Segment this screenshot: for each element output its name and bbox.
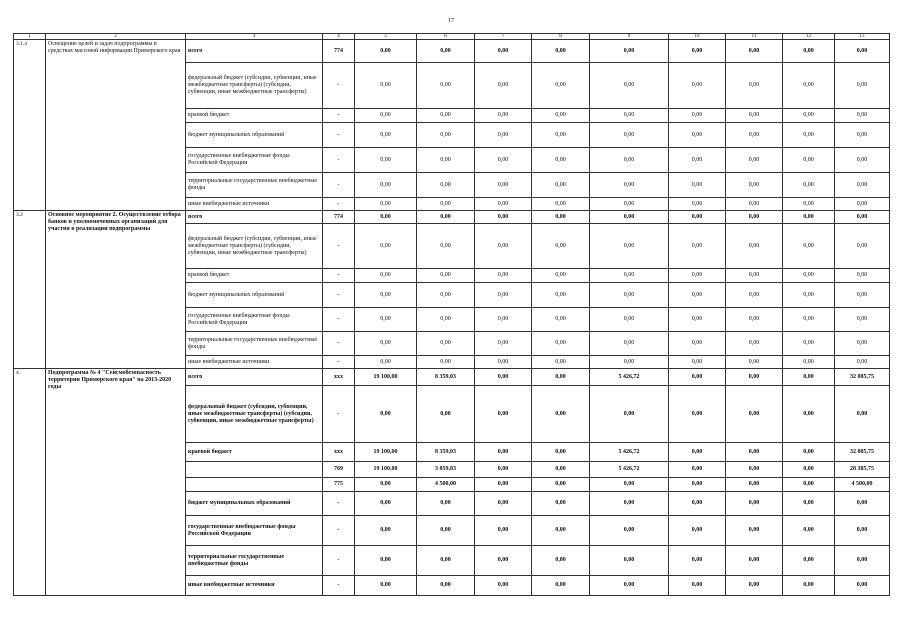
- amount-cell: 0,00: [726, 109, 783, 123]
- amount-cell: 0,00: [532, 478, 590, 492]
- amount-cell: 0,00: [590, 123, 669, 148]
- amount-cell: 0,00: [783, 148, 835, 173]
- amount-cell: 0,00: [532, 576, 590, 596]
- amount-cell: 0,00: [590, 308, 669, 332]
- column-number: 8: [532, 34, 590, 40]
- amount-cell: 0,00: [669, 546, 726, 576]
- amount-cell: 0,00: [417, 63, 475, 109]
- amount-cell: 0,00: [355, 40, 417, 63]
- column-number: 4: [323, 34, 355, 40]
- amount-cell: 0,00: [532, 462, 590, 478]
- amount-cell: 0,00: [783, 224, 835, 269]
- amount-cell: 0,00: [835, 269, 890, 283]
- amount-cell: 0,00: [355, 224, 417, 269]
- funding-source: территориальные государственные внебюджетные фонды: [186, 546, 323, 576]
- amount-cell: 0,00: [417, 386, 475, 443]
- amount-cell: 4 500,00: [835, 478, 890, 492]
- funding-source: всего: [186, 369, 323, 386]
- budget-code: 774: [323, 211, 355, 224]
- amount-cell: 0,00: [669, 386, 726, 443]
- amount-cell: 0,00: [835, 109, 890, 123]
- amount-cell: 0,00: [590, 148, 669, 173]
- amount-cell: 0,00: [475, 40, 532, 63]
- amount-cell: 0,00: [669, 224, 726, 269]
- amount-cell: 0,00: [532, 443, 590, 462]
- amount-cell: 0,00: [669, 148, 726, 173]
- amount-cell: 0,00: [417, 492, 475, 516]
- amount-cell: 0,00: [532, 308, 590, 332]
- amount-cell: 0,00: [669, 198, 726, 211]
- budget-code: -: [323, 123, 355, 148]
- amount-cell: 0,00: [417, 283, 475, 308]
- funding-source: федеральный бюджет (субсидии, субвенции, иные межбюджетные трансферты) (субсидии, субвенции, иные межбюджетные трансферты): [186, 63, 323, 109]
- funding-source: бюджет муниципальных образований: [186, 492, 323, 516]
- amount-cell: 0,00: [669, 369, 726, 386]
- amount-cell: 0,00: [783, 332, 835, 356]
- amount-cell: 0,00: [475, 224, 532, 269]
- amount-cell: 0,00: [475, 123, 532, 148]
- budget-code: xxx: [323, 369, 355, 386]
- amount-cell: 0,00: [590, 63, 669, 109]
- budget-code: -: [323, 356, 355, 369]
- amount-cell: 0,00: [417, 109, 475, 123]
- amount-cell: 0,00: [783, 211, 835, 224]
- amount-cell: 0,00: [726, 369, 783, 386]
- amount-cell: 0,00: [417, 576, 475, 596]
- amount-cell: 0,00: [475, 148, 532, 173]
- amount-cell: 0,00: [475, 63, 532, 109]
- amount-cell: 28 385,75: [835, 462, 890, 478]
- amount-cell: 0,00: [669, 576, 726, 596]
- funding-source: [186, 462, 323, 478]
- amount-cell: 0,00: [783, 198, 835, 211]
- amount-cell: 0,00: [355, 211, 417, 224]
- amount-cell: 0,00: [532, 356, 590, 369]
- amount-cell: 0,00: [726, 173, 783, 198]
- amount-cell: 0,00: [783, 546, 835, 576]
- budget-code: -: [323, 283, 355, 308]
- amount-cell: 0,00: [726, 492, 783, 516]
- column-number: 7: [475, 34, 532, 40]
- amount-cell: 0,00: [783, 443, 835, 462]
- amount-cell: 0,00: [417, 148, 475, 173]
- amount-cell: 0,00: [669, 40, 726, 63]
- amount-cell: 0,00: [835, 576, 890, 596]
- amount-cell: 0,00: [835, 198, 890, 211]
- budget-code: -: [323, 386, 355, 443]
- amount-cell: 0,00: [835, 211, 890, 224]
- budget-code: 769: [323, 462, 355, 478]
- amount-cell: 0,00: [669, 63, 726, 109]
- amount-cell: 0,00: [783, 283, 835, 308]
- budget-code: -: [323, 63, 355, 109]
- budget-code: 774: [323, 40, 355, 63]
- funding-source: всего: [186, 211, 323, 224]
- amount-cell: 0,00: [726, 63, 783, 109]
- funding-source: федеральный бюджет (субсидии, субвенции, иные межбюджетные трансферты) (субсидии, субвенции, иные межбюджетные трансферты): [186, 386, 323, 443]
- amount-cell: 0,00: [355, 332, 417, 356]
- amount-cell: 0,00: [475, 173, 532, 198]
- amount-cell: 0,00: [669, 211, 726, 224]
- amount-cell: 0,00: [669, 308, 726, 332]
- amount-cell: 0,00: [835, 224, 890, 269]
- amount-cell: 0,00: [726, 198, 783, 211]
- amount-cell: 0,00: [590, 492, 669, 516]
- amount-cell: 0,00: [475, 332, 532, 356]
- amount-cell: 0,00: [669, 109, 726, 123]
- amount-cell: 0,00: [355, 478, 417, 492]
- budget-code: -: [323, 148, 355, 173]
- budget-code: -: [323, 516, 355, 546]
- amount-cell: 0,00: [590, 224, 669, 269]
- amount-cell: 0,00: [726, 478, 783, 492]
- amount-cell: 0,00: [355, 173, 417, 198]
- item-name: Основное мероприятие 2. Осуществление отбора банков и уполномоченных организаций для участия в реализации подпрограммы: [46, 211, 186, 369]
- amount-cell: 0,00: [417, 332, 475, 356]
- amount-cell: 0,00: [532, 492, 590, 516]
- budget-code: -: [323, 576, 355, 596]
- amount-cell: 0,00: [835, 283, 890, 308]
- amount-cell: 5 426,72: [590, 443, 669, 462]
- funding-source: иные внебюджетные источники: [186, 576, 323, 596]
- amount-cell: 0,00: [475, 308, 532, 332]
- budget-code: xxx: [323, 443, 355, 462]
- amount-cell: 0,00: [726, 211, 783, 224]
- budget-code: -: [323, 308, 355, 332]
- amount-cell: 0,00: [726, 356, 783, 369]
- amount-cell: 0,00: [669, 492, 726, 516]
- amount-cell: 0,00: [355, 148, 417, 173]
- amount-cell: 0,00: [669, 516, 726, 546]
- amount-cell: 0,00: [783, 308, 835, 332]
- amount-cell: 0,00: [669, 123, 726, 148]
- funding-source: федеральный бюджет (субсидии, субвенции, иные межбюджетные трансферты) (субсидии, субвенции, иные межбюджетные трансферты): [186, 224, 323, 269]
- amount-cell: 0,00: [726, 224, 783, 269]
- budget-code: -: [323, 173, 355, 198]
- column-number: 1: [14, 34, 46, 40]
- amount-cell: 0,00: [669, 332, 726, 356]
- amount-cell: 0,00: [783, 109, 835, 123]
- amount-cell: 0,00: [475, 462, 532, 478]
- amount-cell: 0,00: [590, 269, 669, 283]
- amount-cell: 0,00: [726, 546, 783, 576]
- amount-cell: 0,00: [475, 283, 532, 308]
- amount-cell: 0,00: [590, 198, 669, 211]
- funding-source: краевой бюджет: [186, 109, 323, 123]
- amount-cell: 0,00: [783, 516, 835, 546]
- amount-cell: 0,00: [532, 516, 590, 546]
- funding-source: всего: [186, 40, 323, 63]
- column-number: 11: [726, 34, 783, 40]
- amount-cell: 0,00: [783, 123, 835, 148]
- amount-cell: 0,00: [355, 516, 417, 546]
- amount-cell: 0,00: [417, 269, 475, 283]
- amount-cell: 5 426,72: [590, 369, 669, 386]
- amount-cell: 0,00: [590, 546, 669, 576]
- amount-cell: 0,00: [835, 308, 890, 332]
- amount-cell: 0,00: [590, 109, 669, 123]
- amount-cell: 0,00: [669, 269, 726, 283]
- amount-cell: 0,00: [532, 123, 590, 148]
- table-row: [14, 40, 890, 63]
- amount-cell: 0,00: [726, 269, 783, 283]
- amount-cell: 0,00: [417, 198, 475, 211]
- amount-cell: 0,00: [475, 109, 532, 123]
- amount-cell: 4 500,00: [417, 478, 475, 492]
- budget-code: -: [323, 492, 355, 516]
- amount-cell: 0,00: [726, 148, 783, 173]
- amount-cell: 0,00: [417, 546, 475, 576]
- amount-cell: 0,00: [475, 369, 532, 386]
- amount-cell: 0,00: [590, 386, 669, 443]
- amount-cell: 0,00: [475, 443, 532, 462]
- funding-source: иные внебюджетные источники: [186, 356, 323, 369]
- amount-cell: 8 359,03: [417, 369, 475, 386]
- amount-cell: 0,00: [417, 211, 475, 224]
- amount-cell: 0,00: [532, 224, 590, 269]
- column-number: 3: [186, 34, 323, 40]
- amount-cell: 0,00: [355, 269, 417, 283]
- budget-code: -: [323, 224, 355, 269]
- amount-cell: 0,00: [783, 369, 835, 386]
- amount-cell: 0,00: [726, 123, 783, 148]
- amount-cell: 0,00: [355, 356, 417, 369]
- amount-cell: 0,00: [590, 173, 669, 198]
- amount-cell: 0,00: [835, 516, 890, 546]
- amount-cell: 0,00: [417, 40, 475, 63]
- amount-cell: 0,00: [532, 109, 590, 123]
- amount-cell: 0,00: [532, 386, 590, 443]
- item-number: 4.: [14, 369, 46, 596]
- amount-cell: 0,00: [835, 148, 890, 173]
- amount-cell: 0,00: [726, 516, 783, 546]
- amount-cell: 0,00: [532, 283, 590, 308]
- column-number: 12: [783, 34, 835, 40]
- amount-cell: 0,00: [783, 269, 835, 283]
- amount-cell: 0,00: [726, 283, 783, 308]
- amount-cell: 0,00: [669, 356, 726, 369]
- amount-cell: 0,00: [475, 516, 532, 546]
- item-number: 3.2: [14, 211, 46, 369]
- amount-cell: 0,00: [726, 40, 783, 63]
- funding-source: краевой бюджет: [186, 269, 323, 283]
- funding-source: бюджет муниципальных образований: [186, 283, 323, 308]
- amount-cell: 0,00: [417, 308, 475, 332]
- column-number: 5: [355, 34, 417, 40]
- budget-code: -: [323, 269, 355, 283]
- amount-cell: 0,00: [590, 211, 669, 224]
- item-name: Подпрограмма № 4 "Сейсмобезопасность территории Приморского края" на 2013-2020 годы: [46, 369, 186, 596]
- amount-cell: 0,00: [783, 173, 835, 198]
- amount-cell: 32 885,75: [835, 369, 890, 386]
- amount-cell: 8 359,03: [417, 443, 475, 462]
- amount-cell: 0,00: [417, 224, 475, 269]
- amount-cell: 0,00: [835, 40, 890, 63]
- amount-cell: 0,00: [355, 63, 417, 109]
- amount-cell: 0,00: [532, 269, 590, 283]
- column-number: 2: [46, 34, 186, 40]
- funding-source: [186, 478, 323, 492]
- item-name: Освещение целей и задач подпрограммы в средствах массовой информации Приморского края: [46, 40, 186, 211]
- budget-table: [13, 33, 890, 596]
- amount-cell: 0,00: [590, 332, 669, 356]
- item-number: 3.1.4: [14, 40, 46, 211]
- amount-cell: 0,00: [835, 332, 890, 356]
- amount-cell: 0,00: [783, 478, 835, 492]
- amount-cell: 0,00: [532, 148, 590, 173]
- amount-cell: 0,00: [835, 123, 890, 148]
- amount-cell: 0,00: [355, 386, 417, 443]
- funding-source: краевой бюджет: [186, 443, 323, 462]
- amount-cell: 0,00: [783, 356, 835, 369]
- funding-source: бюджет муниципальных образований: [186, 123, 323, 148]
- amount-cell: 0,00: [532, 332, 590, 356]
- amount-cell: 0,00: [475, 576, 532, 596]
- amount-cell: 0,00: [783, 462, 835, 478]
- amount-cell: 0,00: [726, 443, 783, 462]
- amount-cell: 0,00: [532, 63, 590, 109]
- amount-cell: 0,00: [475, 478, 532, 492]
- amount-cell: 0,00: [835, 356, 890, 369]
- amount-cell: 0,00: [355, 308, 417, 332]
- amount-cell: 0,00: [669, 173, 726, 198]
- amount-cell: 0,00: [726, 332, 783, 356]
- amount-cell: 5 426,72: [590, 462, 669, 478]
- amount-cell: 0,00: [355, 123, 417, 148]
- column-number: 9: [590, 34, 669, 40]
- amount-cell: 0,00: [532, 40, 590, 63]
- amount-cell: 0,00: [590, 576, 669, 596]
- amount-cell: 0,00: [590, 356, 669, 369]
- amount-cell: 0,00: [532, 173, 590, 198]
- budget-code: -: [323, 332, 355, 356]
- budget-code: -: [323, 546, 355, 576]
- amount-cell: 0,00: [475, 269, 532, 283]
- amount-cell: 0,00: [355, 546, 417, 576]
- amount-cell: 19 100,00: [355, 369, 417, 386]
- amount-cell: 0,00: [355, 109, 417, 123]
- page-number: 17: [448, 18, 454, 24]
- amount-cell: 0,00: [726, 308, 783, 332]
- amount-cell: 0,00: [355, 198, 417, 211]
- budget-code: 775: [323, 478, 355, 492]
- amount-cell: 3 859,03: [417, 462, 475, 478]
- amount-cell: 0,00: [726, 576, 783, 596]
- amount-cell: 0,00: [835, 173, 890, 198]
- budget-code: -: [323, 198, 355, 211]
- column-number: 10: [669, 34, 726, 40]
- funding-source: территориальные государственные внебюджетные фонды: [186, 173, 323, 198]
- amount-cell: 0,00: [669, 283, 726, 308]
- amount-cell: 0,00: [590, 283, 669, 308]
- funding-source: территориальные государственные внебюджетные фонды: [186, 332, 323, 356]
- amount-cell: 0,00: [835, 386, 890, 443]
- amount-cell: 0,00: [355, 283, 417, 308]
- amount-cell: 0,00: [532, 546, 590, 576]
- funding-source: иные внебюджетные источники: [186, 198, 323, 211]
- amount-cell: 0,00: [475, 546, 532, 576]
- amount-cell: 0,00: [835, 492, 890, 516]
- amount-cell: 0,00: [532, 211, 590, 224]
- amount-cell: 0,00: [417, 356, 475, 369]
- amount-cell: 0,00: [783, 63, 835, 109]
- amount-cell: 0,00: [835, 63, 890, 109]
- amount-cell: 0,00: [669, 443, 726, 462]
- amount-cell: 0,00: [669, 462, 726, 478]
- amount-cell: 0,00: [532, 198, 590, 211]
- amount-cell: 0,00: [590, 40, 669, 63]
- funding-source: государственные внебюджетные фонды Российской Федерации: [186, 308, 323, 332]
- amount-cell: 0,00: [475, 198, 532, 211]
- table-row: [14, 369, 890, 386]
- amount-cell: 0,00: [355, 576, 417, 596]
- amount-cell: 0,00: [835, 546, 890, 576]
- amount-cell: 0,00: [355, 492, 417, 516]
- amount-cell: 0,00: [590, 478, 669, 492]
- amount-cell: 0,00: [726, 386, 783, 443]
- funding-source: государственные внебюджетные фонды Российской Федерации: [186, 516, 323, 546]
- amount-cell: 0,00: [783, 492, 835, 516]
- amount-cell: 0,00: [475, 211, 532, 224]
- amount-cell: 0,00: [726, 462, 783, 478]
- column-number: 6: [417, 34, 475, 40]
- amount-cell: 0,00: [532, 369, 590, 386]
- amount-cell: 0,00: [669, 478, 726, 492]
- table-row: [14, 211, 890, 224]
- amount-cell: 0,00: [783, 40, 835, 63]
- amount-cell: 0,00: [590, 516, 669, 546]
- column-number: 13: [835, 34, 890, 40]
- funding-source: государственные внебюджетные фонды Российской Федерации: [186, 148, 323, 173]
- amount-cell: 19 100,00: [355, 462, 417, 478]
- amount-cell: 0,00: [417, 123, 475, 148]
- amount-cell: 0,00: [783, 576, 835, 596]
- budget-code: -: [323, 109, 355, 123]
- amount-cell: 32 885,75: [835, 443, 890, 462]
- amount-cell: 0,00: [475, 492, 532, 516]
- amount-cell: 0,00: [475, 386, 532, 443]
- amount-cell: 19 100,00: [355, 443, 417, 462]
- amount-cell: 0,00: [417, 516, 475, 546]
- amount-cell: 0,00: [475, 356, 532, 369]
- amount-cell: 0,00: [783, 386, 835, 443]
- amount-cell: 0,00: [417, 173, 475, 198]
